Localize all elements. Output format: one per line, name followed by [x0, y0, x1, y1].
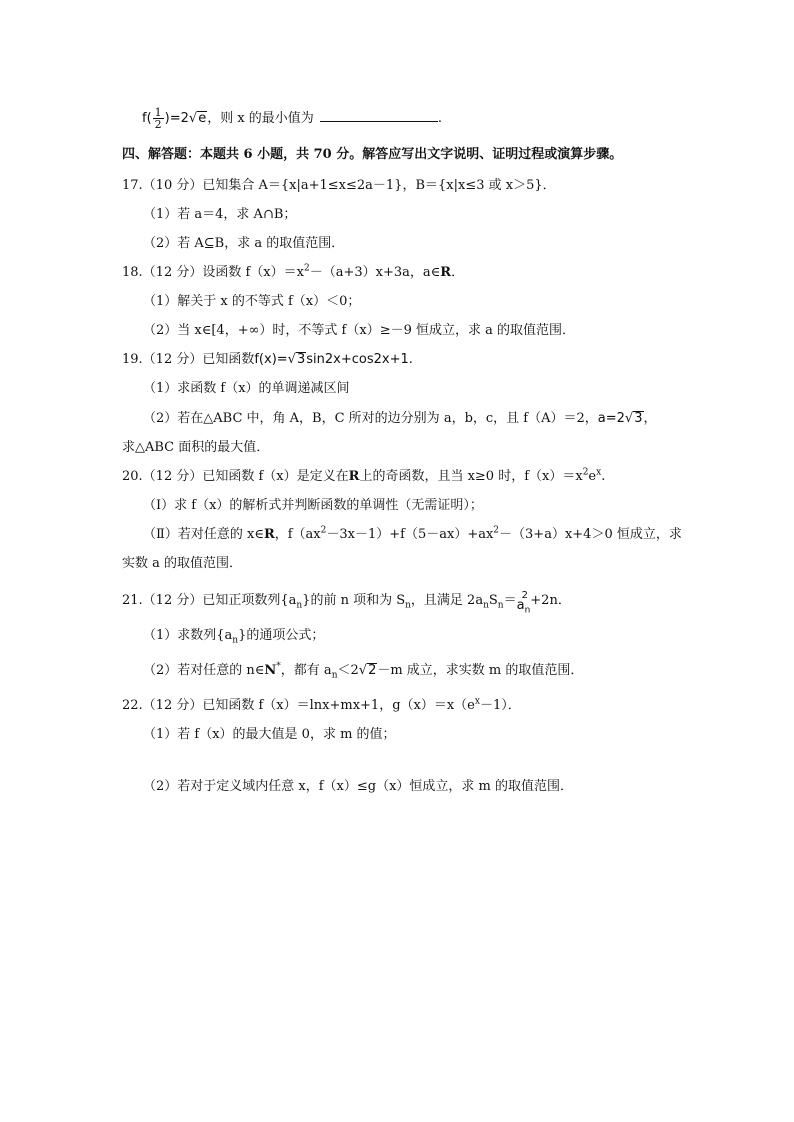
q21-part2 [143, 659, 583, 683]
q21-part2-d: －m 成立，求实数 m 的取值范围． [377, 663, 584, 678]
q19-part2-a: （2）若在△ABC 中，角 A，B，C 所对的边分别为 a，b，c，且 f（A）＝2， [143, 411, 598, 426]
q19-part2-sqrt: √3 [624, 411, 643, 426]
q22-stem-a: 22.（12 分）已知函数 f（x）＝lnx+mx+1，g（x）＝x（e [122, 698, 475, 713]
q16-frac-num: 1 [154, 106, 162, 119]
q20-part2-real-set: R [263, 527, 275, 542]
q21-stack-up: 2 [521, 589, 528, 601]
q20-part2-d: －（3+a）x+4＞0 恒成立，求 [499, 527, 682, 542]
q21-stem [122, 588, 571, 614]
q21-part1-sub: n [232, 635, 239, 646]
q19-part2-rad: 3 [634, 411, 643, 426]
q19-sqrt: √3 [287, 352, 306, 367]
q21-stem-f: +2n． [530, 593, 571, 608]
q21-natural-set: N [264, 663, 277, 678]
q18-stem-a: 18.（12 分）设函数 f（x）＝x [122, 265, 304, 280]
q19-fn-b: sin2x+cos2x+1 [306, 352, 409, 367]
q18-stem [122, 263, 464, 283]
q20-stem [122, 467, 605, 487]
q21-stem-d: S [488, 593, 498, 608]
q17-part2: （2）若 A⊆B，求 a 的取值范围． [143, 236, 345, 251]
q21-stack-base: a [516, 597, 525, 613]
q19-part2 [143, 409, 657, 429]
q20-part2-a: （Ⅱ）若对任意的 x∈ [143, 527, 264, 542]
q19-stem-a: 19.（12 分）已知函数 [122, 352, 255, 367]
q16-eq: )=2 [164, 111, 189, 126]
q21-sub3: n [483, 600, 489, 611]
q16-fraction [153, 107, 164, 130]
q21-stem-e: ＝ [503, 593, 517, 608]
q19-part2-cont: 求△ABC 面积的最大值． [122, 440, 270, 455]
q19-stem [122, 350, 413, 370]
q21-stem-b: }的前 n 项和为 S [302, 593, 406, 608]
q18-part2: （2）当 x∈[4，+∞）时，不等式 f（x）≥－9 恒成立，求 a 的取值范围． [143, 323, 576, 338]
q21-stem-a: 21.（12 分）已知正项数列{a [122, 593, 297, 608]
q16-frac-den: 2 [154, 118, 162, 131]
q20-part2 [143, 525, 682, 545]
q16-tail-line [142, 105, 442, 133]
q19-part1: （1）求函数 f（x）的单调递减区间 [143, 381, 350, 396]
q17-stem: 17.（10 分）已知集合 A＝{x|a+1≤x≤2a－1}，B＝{x|x≤3 或 x＞5}． [122, 178, 556, 193]
q20-part2-c: －3x－1）+f（5－ax）+ax [326, 527, 494, 542]
q20-sup2: x [596, 467, 602, 478]
q16-answer-blank[interactable] [320, 109, 438, 122]
q22-part1: （1）若 f（x）的最大值是 0，求 m 的值； [143, 727, 396, 742]
q18-stem-c: ． [451, 265, 465, 280]
q22-part2: （2）若对于定义域内任意 x，f（x）≤g（x）恒成立，求 m 的取值范围． [143, 779, 574, 794]
q21-stack-sub: n [524, 605, 531, 616]
section-heading: 四、解答题：本题共 6 小题，共 70 分。解答应写出文字说明、证明过程或演算步骤。 [122, 147, 623, 162]
q20-stem-d: . [601, 469, 606, 484]
q21-sub2: n [405, 600, 411, 611]
q17-part1: （1）若 a＝4，求 A∩B； [143, 207, 297, 222]
q20-part2-b: ，f（ax [274, 527, 321, 542]
q20-stem-c: e [588, 469, 597, 484]
q16-text: ，则 x 的最小值为 [207, 111, 314, 126]
q21-star: * [276, 661, 281, 672]
q21-sqrt: √2 [358, 663, 377, 678]
q21-part1 [143, 626, 324, 646]
q21-stem-c: ，且满足 2a [410, 593, 484, 608]
q20-stem-b: 上的奇函数，且当 x≥0 时，f（x）＝x [359, 469, 583, 484]
q21-part1-b: }的通项公式； [238, 628, 325, 643]
q16-sqrt: √e [188, 111, 207, 126]
q22-stem [122, 696, 521, 716]
q16-sqrt-rad: e [198, 111, 207, 126]
q19-stem-end: . [408, 352, 413, 367]
q20-stem-a: 20.（12 分）已知函数 f（x）是定义在 [122, 469, 349, 484]
q19-part2-end: ， [643, 411, 657, 426]
q16-f-prefix: f( [142, 111, 152, 126]
q21-part2-b: ，都有 a [280, 663, 332, 678]
q19-part2-fn: a=2 [597, 411, 625, 426]
q21-sub1: n [296, 600, 303, 611]
q18-sup: 2 [303, 263, 310, 274]
q18-part1: （1）解关于 x 的不等式 f（x）＜0； [143, 294, 361, 309]
q20-sup4: 2 [493, 525, 500, 536]
q18-stem-b: －（a+3）x+3a，a∈ [309, 265, 441, 280]
q22-sup: x [474, 696, 480, 707]
q19-sqrt-rad: 3 [296, 352, 306, 367]
q21-part1-a: （1）求数列{a [143, 628, 233, 643]
q21-an-squared [516, 589, 531, 616]
q18-real-set: R [440, 265, 452, 280]
q21-sqrt-rad: 2 [368, 663, 377, 678]
q21-sub4: n [497, 600, 504, 611]
q22-stem-b: －1）． [479, 698, 521, 713]
q20-real-set: R [348, 469, 360, 484]
q20-sup1: 2 [582, 467, 589, 478]
q20-part1: （Ⅰ）求 f（x）的解析式并判断函数的单调性（无需证明）； [143, 498, 483, 513]
q16-end: . [437, 111, 442, 126]
q19-fn-a: f(x)= [254, 352, 288, 367]
q20-part2-cont: 实数 a 的取值范围． [122, 556, 243, 571]
q21-part2-a: （2）若对任意的 n∈ [143, 663, 265, 678]
q21-part2-c: ＜2 [337, 663, 359, 678]
q21-part2-sub: n [331, 670, 338, 681]
q20-sup3: 2 [320, 525, 327, 536]
